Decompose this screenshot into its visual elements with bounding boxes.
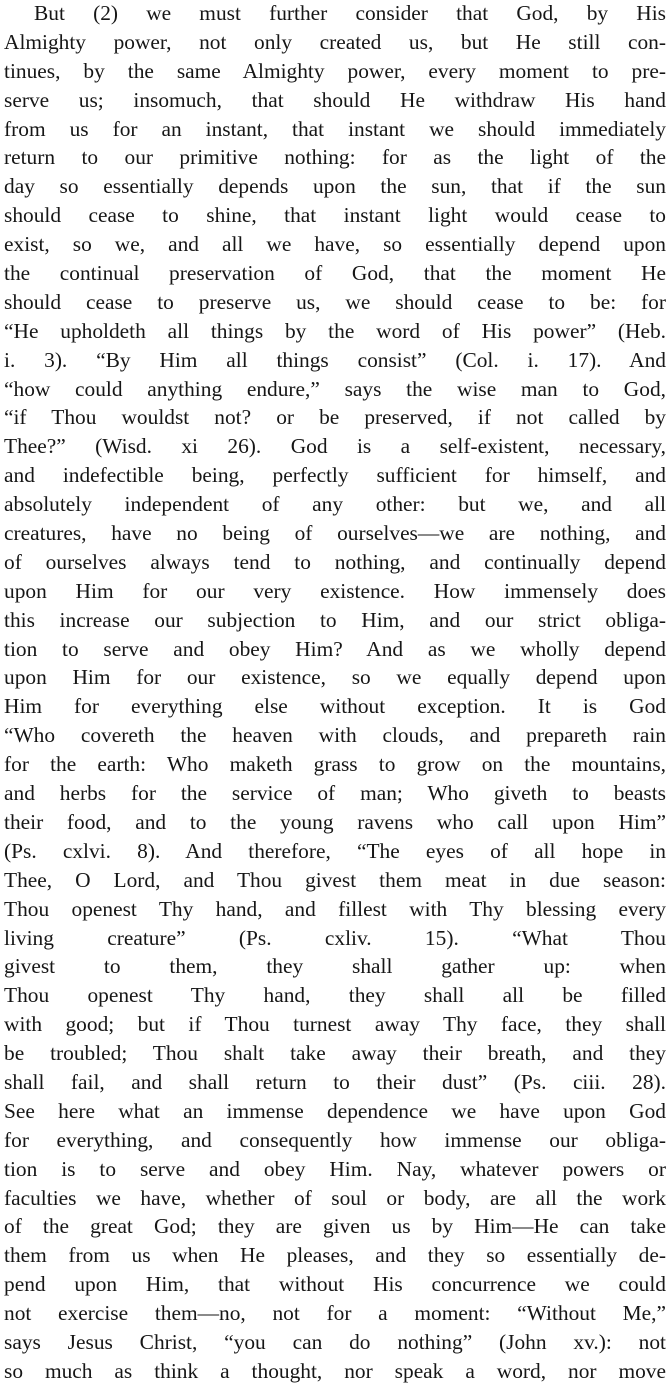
text-line: of ourselves always tend to nothing, and continually depend (4, 549, 666, 574)
text-line: Him for everything else without exception. It is God (4, 694, 666, 719)
text-line: (Ps. cxlvi. 8). And therefore, “The eyes of all hope in (4, 838, 666, 863)
text-line: tion is to serve and obey Him. Nay, whatever powers or (4, 1156, 666, 1181)
text-line: tion to serve and obey Him? And as we wholly depend (4, 636, 666, 661)
text-line: upon Him for our very existence. How immensely does (4, 578, 666, 603)
text-line: of the great God; they are given us by Him—He can take (4, 1214, 666, 1239)
text-line: i. 3). “By Him all things consist” (Col. i. 17). And (4, 347, 666, 372)
text-line: absolutely independent of any other: but we, and all (4, 492, 666, 517)
text-line: faculties we have, whether of soul or body, are all the work (4, 1185, 666, 1210)
text-line: Almighty power, not only created us, but He still con- (4, 29, 666, 54)
text-line: Thou openest Thy hand, and fillest with Thy blessing every (4, 896, 666, 921)
text-line: “how could anything endure,” says the wise man to God, (4, 376, 666, 401)
text-line: be troubled; Thou shalt take away their breath, and they (4, 1041, 666, 1066)
text-line: for everything, and consequently how immense our obliga- (4, 1127, 666, 1152)
text-line: with good; but if Thou turnest away Thy face, they shall (4, 1012, 666, 1037)
text-line: “He upholdeth all things by the word of His power” (Heb. (4, 318, 666, 343)
text-line: from us for an instant, that instant we should immediately (4, 116, 666, 141)
text-line: Thee, O Lord, and Thou givest them meat in due season: (4, 867, 666, 892)
text-line: so much as think a thought, nor speak a word, nor move (4, 1358, 666, 1383)
text-line: the continual preservation of God, that the moment He (4, 261, 666, 286)
text-line: and herbs for the service of man; Who giveth to beasts (4, 781, 666, 806)
text-line: But (2) we must further consider that God, by His (34, 1, 666, 25)
text-line: upon Him for our existence, so we equally depend upon (4, 665, 666, 690)
text-line: should cease to preserve us, we should cease to be: for (4, 289, 666, 314)
text-line: givest to them, they shall gather up: when (4, 954, 666, 979)
text-line: says Jesus Christ, “you can do nothing” (John xv.): not (4, 1329, 666, 1354)
text-line: See here what an immense dependence we have upon God (4, 1098, 666, 1123)
text-line: “if Thou wouldst not? or be preserved, if not called by (4, 405, 666, 430)
text-line: them from us when He pleases, and they so essentially de- (4, 1243, 666, 1268)
text-line: serve us; insomuch, that should He withdraw His hand (4, 87, 666, 112)
text-line: this increase our subjection to Him, and our strict obliga- (4, 607, 666, 632)
text-line: exist, so we, and all we have, so essentially depend upon (4, 232, 666, 257)
text-line: should cease to shine, that instant light would cease to (4, 203, 666, 228)
text-line: their food, and to the young ravens who call upon Him” (4, 809, 666, 834)
text-line: living creature” (Ps. cxliv. 15). “What Thou (4, 925, 666, 950)
text-line: and indefectible being, perfectly sufficient for himself, and (4, 463, 666, 488)
text-line: for the earth: Who maketh grass to grow on the mountains, (4, 752, 666, 777)
text-line: pend upon Him, that without His concurrence we could (4, 1272, 666, 1297)
text-line: shall fail, and shall return to their dust” (Ps. ciii. 28). (4, 1069, 666, 1094)
text-line: Thou openest Thy hand, they shall all be filled (4, 983, 666, 1008)
text-line: “Who covereth the heaven with clouds, and prepareth rain (4, 723, 666, 748)
text-line: return to our primitive nothing: for as the light of the (4, 145, 666, 170)
text-line: Thee?” (Wisd. xi 26). God is a self-existent, necessary, (4, 434, 666, 459)
text-line: not exercise them—no, not for a moment: “Without Me,” (4, 1301, 666, 1326)
text-line: tinues, by the same Almighty power, every moment to pre- (4, 58, 666, 83)
text-line: creatures, have no being of ourselves—we are nothing, and (4, 521, 666, 546)
text-line: day so essentially depends upon the sun, that if the sun (4, 174, 666, 199)
